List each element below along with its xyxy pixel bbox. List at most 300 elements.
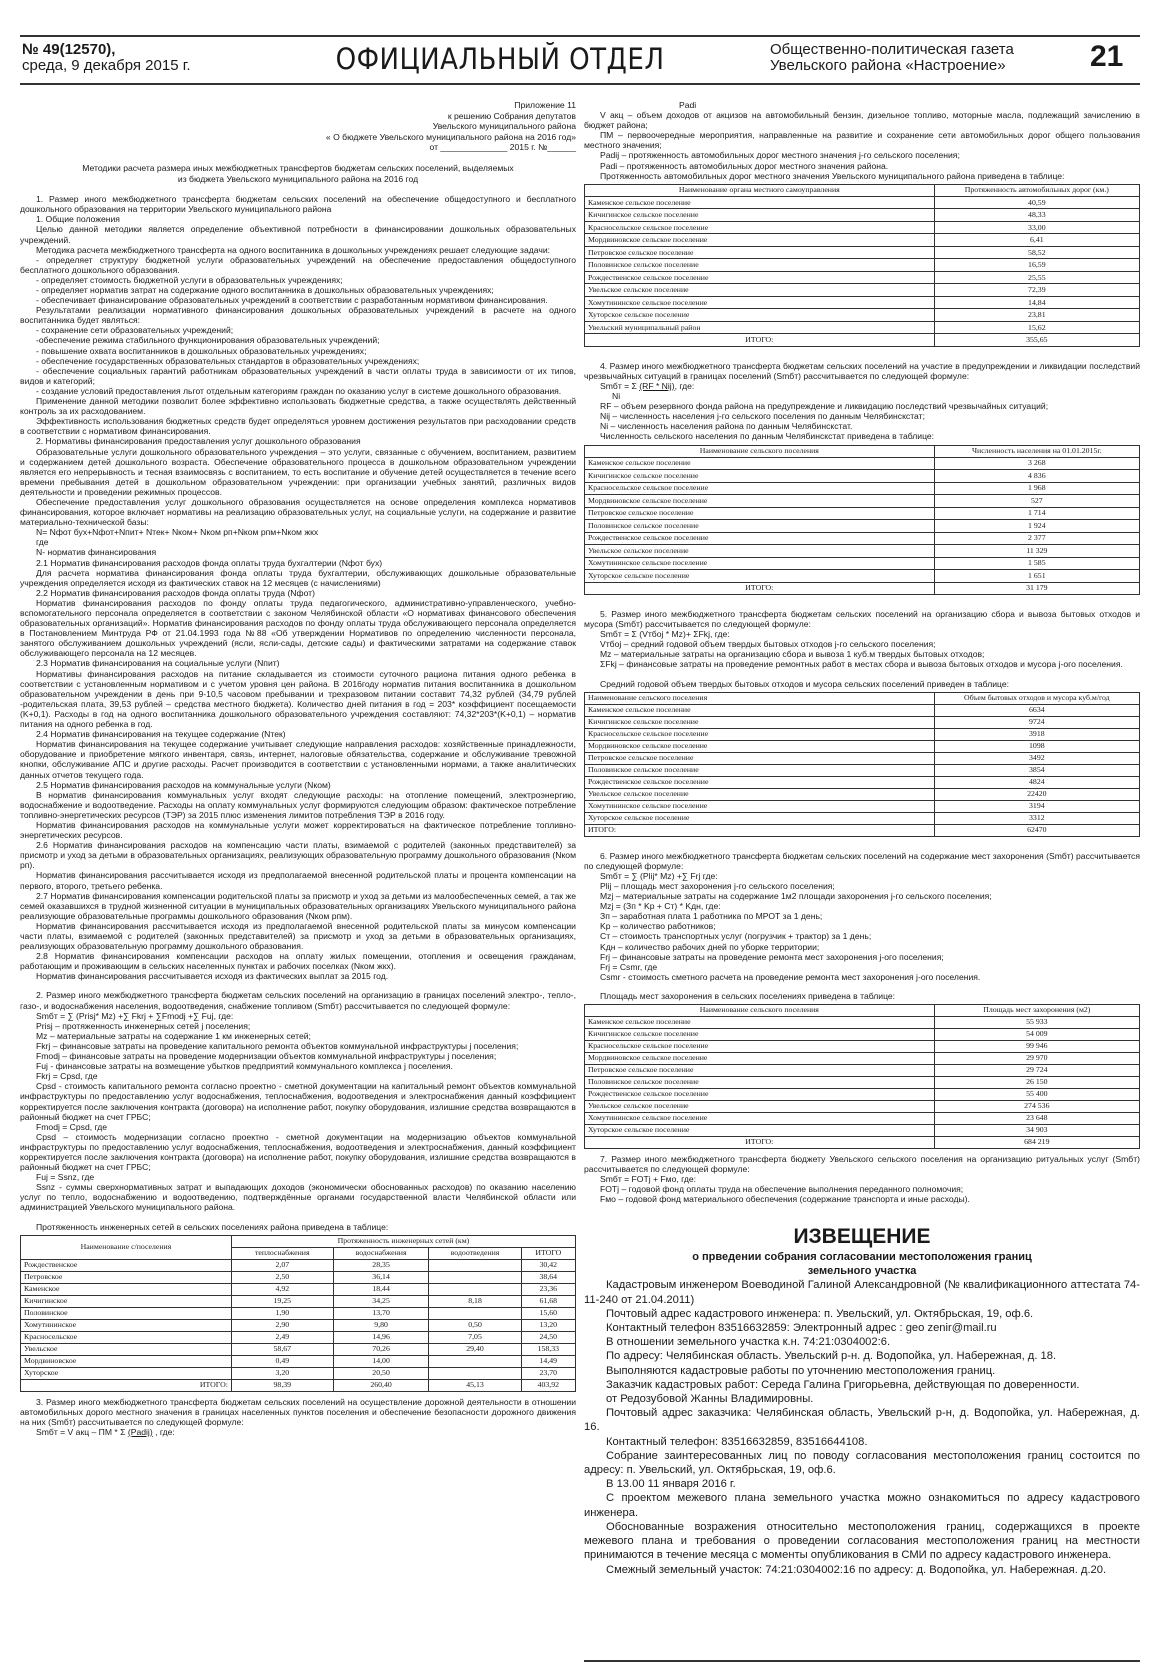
total-value: 45,13 [429, 1379, 521, 1391]
table-cell-name: Красносельское сельское поселение [585, 221, 935, 234]
table-cell-value: 26 150 [934, 1076, 1139, 1088]
total-value: 684 219 [934, 1136, 1139, 1148]
paragraph: Применение данной методики позволит более эффективно использовать бюджетные средства, а также осуществлять действенный контроль за их расходованием. [20, 396, 576, 417]
table-header-row [585, 184, 1140, 196]
table-cell-value [429, 1367, 521, 1379]
table-cell-value: 72,39 [934, 284, 1139, 297]
table-header-row [585, 692, 1140, 704]
column-header: Наименование сельского поселения [585, 692, 935, 704]
table-cell-value: 13,70 [333, 1307, 429, 1319]
table-cell-value: 22420 [934, 788, 1139, 800]
table-cell-name: Половинское сельское поселение [585, 259, 935, 272]
table-row [585, 532, 1140, 545]
paragraph: Mzj = (Зп * Kp + Cт) * Kдн, где: [600, 901, 721, 912]
table-cell-value: 3194 [934, 800, 1139, 812]
table-cell-name: Красносельское сельское поселение [585, 482, 935, 495]
table-cell-value: 2 377 [934, 532, 1139, 545]
total-label: ИТОГО: [585, 1136, 935, 1148]
section-7 [584, 1154, 1140, 1204]
table-row [585, 457, 1140, 470]
formula-part: , где: [674, 380, 695, 391]
formula-denominator-padi: Padi [679, 100, 697, 110]
table-cell-value: 4824 [934, 776, 1139, 788]
table-cell-value: 3854 [934, 764, 1139, 776]
paragraph: « О бюджете Увельского муниципального района на 2016 год» [325, 131, 576, 142]
table-cell-name: Кичигинское сельское поселение [585, 1028, 935, 1040]
newspaper-name-line1: Общественно-политическая газета [770, 41, 1014, 58]
paragraph: - создание условий предоставления льгот отдельным категориям граждан по оказанию услуг в системе дошкольного образования. [36, 385, 562, 396]
table-cell-value: 1,90 [231, 1307, 333, 1319]
table-cell-name: Рождественское сельское поселение [585, 776, 935, 788]
paragraph: - сохранение сети образовательных учреждений; [36, 325, 234, 336]
paragraph: 2.4 Норматив финансирования на текущее содержание (Nтек) [36, 729, 286, 740]
table-cell-name: Мордвиновское сельское поселение [585, 495, 935, 508]
table-cell-name: Мордвиновское сельское поселение [585, 234, 935, 247]
paragraph: Протяженность автомобильных дорог местного значения Увельского муниципального района приведена в таблице: [600, 170, 1065, 181]
table-row [585, 259, 1140, 272]
networks-name-header: Наименование с/поселения [21, 1235, 232, 1259]
column-header: Площадь мест захоронения (м2) [934, 1004, 1139, 1016]
table-cell-name: Хомутининское сельское поселение [585, 800, 935, 812]
table-cell-value: 48,33 [934, 209, 1139, 222]
table-cell-name: Каменское сельское поселение [585, 196, 935, 209]
table-cell-value: 3,20 [231, 1367, 333, 1379]
table-row [21, 1271, 576, 1283]
population-table [584, 445, 1140, 596]
table-row [585, 752, 1140, 764]
table-cell-value: 34,25 [333, 1295, 429, 1307]
table-cell-name: Половинское сельское поселение [585, 1076, 935, 1088]
paragraph: Собрание заинтересованных лиц по поводу согласования местоположения границ состоится по адресу: п. Увельский, ул. Октябрьская, 19, оф.6. [584, 1449, 1140, 1477]
formula-part: Smбт = V акц – ПМ * Σ [36, 1426, 128, 1437]
section-6 [584, 851, 1140, 982]
table-row [585, 495, 1140, 508]
paragraph: Padij – протяженность автомобильных дорог местного значения j-го сельского поселения; [600, 150, 960, 161]
table-row [585, 271, 1140, 284]
table-row [585, 1076, 1140, 1088]
table-cell-value: 3 268 [934, 457, 1139, 470]
table-row [585, 1064, 1140, 1076]
table-cell-value: 28,35 [333, 1259, 429, 1271]
paragraph: 6. Размер иного межбюджетного трансферта бюджетам сельских поселений на содержание мест захоронения (Smбт) рассчитывается по следующей формуле: [584, 850, 1140, 871]
section-5 [584, 609, 1140, 670]
total-label: ИТОГО: [585, 582, 935, 595]
table-row [585, 788, 1140, 800]
table-cell-value: 4 836 [934, 470, 1139, 483]
paragraph: Prisj – протяженность инженерных сетей j поселения; [36, 1020, 251, 1031]
table-cell-value: 40,59 [934, 196, 1139, 209]
table-row [585, 209, 1140, 222]
paragraph: Csmr - стоимость сметного расчета на проведение ремонта мест захоронения j-ого поселения. [600, 971, 981, 982]
table-cell-name: Хуторское сельское поселение [585, 570, 935, 583]
table-cell-name: Каменское сельское поселение [585, 704, 935, 716]
table-row [585, 284, 1140, 297]
table-cell-name: Увельский муниципальный район [585, 321, 935, 334]
table-cell-name: Рождественское сельское поселение [585, 1088, 935, 1100]
paragraph: Контактный телефон: 83516632859, 83516644108. [606, 1435, 868, 1448]
table-row [21, 1331, 576, 1343]
table-cell-value: 16,59 [934, 259, 1139, 272]
table-cell-value: 274 536 [934, 1100, 1139, 1112]
table-cell-name: Кичигинское [21, 1295, 232, 1307]
table-total-row [21, 1379, 576, 1391]
paragraph: - определяет норматив затрат на содержание одного воспитанника в дошкольных образовательных учреждениях; [36, 285, 494, 295]
column-header: Объем бытовых отходов и мусора куб.м/год [934, 692, 1139, 704]
header-bottom-rule [20, 83, 1140, 85]
section-2 [20, 990, 576, 1212]
table-cell-value: 9,80 [333, 1319, 429, 1331]
table-cell-value [429, 1259, 521, 1271]
table-cell-value: 15,60 [521, 1307, 575, 1319]
table-cell-value: 1098 [934, 740, 1139, 752]
paragraph: Mz – материальные затраты на организацию сбора и вывоза 1 куб.м твердых бытовых отходов; [600, 649, 985, 660]
table-cell-value: 20,50 [333, 1367, 429, 1379]
paragraph: - обеспечение социальных гарантий работникам образовательных учреждений в части оплаты труда в зависимости от их типов, видов и категорий; [20, 365, 576, 386]
table-cell-value: 158,33 [521, 1343, 575, 1355]
table-cell-name: Увельское сельское поселение [585, 788, 935, 800]
table-cell-value: 14,96 [333, 1331, 429, 1343]
section-4 [584, 361, 1140, 381]
table-cell-value: 24,50 [521, 1331, 575, 1343]
table-cell-value: 1 714 [934, 507, 1139, 520]
column-header: ИТОГО [521, 1247, 575, 1259]
table-row [21, 1283, 576, 1295]
total-label: ИТОГО: [21, 1379, 232, 1391]
paragraph: 2.7 Норматив финансирования компенсации родительской платы за присмотр и уход за детьми из малообеспеченных семей, а так же семей оказавшихся в трудной жизненной ситуации в муниципальных образовательных организациях Увельского муниципального района реализующие образовательные программы дошкольного образования (Nком рпм). [20, 890, 576, 921]
waste-table-caption: Средний годовой объем твердых бытовых отходов и мусора сельских поселений приведен в таблице: [600, 678, 1010, 689]
table-cell-value: 99 946 [934, 1040, 1139, 1052]
table-cell-value: 6634 [934, 704, 1139, 716]
table-cell-value: 2,07 [231, 1259, 333, 1271]
table-cell-value: 23,36 [521, 1283, 575, 1295]
table-header-row [585, 445, 1140, 457]
table-cell-value: 29 724 [934, 1064, 1139, 1076]
table-row [585, 776, 1140, 788]
paragraph: По адресу: Челябинская область. Увельский р-н. д. Водопойка, ул. Набережная, д. 18. [606, 1350, 1057, 1363]
table-cell-value: 14,49 [521, 1355, 575, 1367]
paragraph: Заказчик кадастровых работ: Середа Галина Григорьевна, действующая по доверенности. [606, 1378, 1080, 1391]
paragraph: - обеспечивает финансирование образовательных учреждений в соответствии с разработанным нормативом финансирования. [36, 295, 548, 306]
table-cell-name: Рождественское сельское поселение [585, 532, 935, 545]
paragraph: Mzj – материальные затраты на содержание 1м2 площади захоронения j-го сельского поселения; [600, 891, 992, 902]
paragraph: Норматив финансирования расходов по фонду оплаты труда педагогического, административно-управленческого, учебно-вспомогательного персонала определяется в соответствии с законом Челябинской области «О нормативах финансового обеспечения образовательных организаций». Норматив финансирования расходов по фонду оплаты труда обслуживающего персонала определяется в Постановлением Минтруда РФ от 21.04.1993 года №88 «Об утверждении Нормативов по определению численности персонала, занятого обслуживанием дошкольных учреждений (ясли, ясли-сады, детские сады) и фактическими затратами на содержание ставок обслуживающего персонала на 12 месяцев. [20, 597, 576, 659]
table-row [585, 1088, 1140, 1100]
paragraph: 2.8 Норматив финансирования компенсации расходов на оплату жилых помещении, отопления и освещения гражданам, работающим и проживающим в сельских населенных пунктах и рабочих поселках (Nком жкх). [20, 951, 576, 972]
paragraph: Frj = Csmr, где [600, 961, 658, 972]
paragraph: 4. Размер иного межбюджетного трансферта бюджетам сельских поселений на участие в предупреждении и ликвидации последствий чрезвычайных ситуаций в границах поселений (Smбт) рассчитывается по следующей формуле: [584, 360, 1140, 381]
table-cell-name: Увельское сельское поселение [585, 545, 935, 558]
section-3-formula [20, 1427, 576, 1437]
table-cell-value: 33,00 [934, 221, 1139, 234]
table-cell-value: 61,68 [521, 1295, 575, 1307]
paragraph: Методика расчета межбюджетного трансферта на одного воспитанника в дошкольных учреждениях решает следующие задачи: [36, 244, 551, 255]
paragraph: от ______________ 2015 г. №______ [429, 142, 576, 153]
paragraph: Cpsd – стоимость модернизации согласно проектно - сметной документации на модернизацию объектов коммунальной инфраструктуры по предоставлению услуг водоснабжения, теплоснабжения, водоотведения и электроснабжения, данный коэффициент корректируется после заключения контракта (договора) на исполнение работ, покупку оборудования, излишние средства возвращаются в районный бюджет на счет ГРБС; [20, 1131, 576, 1173]
table-row [585, 764, 1140, 776]
newspaper-name [770, 42, 1014, 74]
paragraph: от Редозубовой Жанны Владимировны. [606, 1393, 814, 1406]
paragraph: Эффективность использования бюджетных средств будет определяться уровнем достижения результатов при расходовании средств в соответствии с нормативом финансирования. [20, 416, 576, 437]
table-cell-value: 7,05 [429, 1331, 521, 1343]
table-cell-value: 4,92 [231, 1283, 333, 1295]
table-cell-name: Хуторское сельское поселение [585, 309, 935, 322]
paragraph: В 13.00 11 января 2016 г. [606, 1478, 736, 1491]
paragraph: N- норматив финансирования [36, 547, 157, 558]
table-row [585, 704, 1140, 716]
total-value: 403,92 [521, 1379, 575, 1391]
table-cell-value: 2,50 [231, 1271, 333, 1283]
table-total-row [585, 334, 1140, 347]
right-column [584, 100, 1140, 1577]
table-row [585, 570, 1140, 583]
issue-date: среда, 9 декабря 2015 г. [22, 57, 191, 74]
section-title: ОФИЦИАЛЬНЫЙ ОТДЕЛ [335, 42, 665, 76]
table-cell-value: 1 924 [934, 520, 1139, 533]
table-row [585, 812, 1140, 824]
formula-numerator: (Padij) [127, 1426, 153, 1437]
paragraph: -обеспечение режима стабильного функционирования образовательных учреждений; [36, 335, 380, 346]
table-cell-name: Увельское [21, 1343, 232, 1355]
paragraph: RF – объем резервного фонда района на предупреждение и ликвидацию последствий чрезвычайных ситуаций; [600, 401, 1049, 412]
paragraph: 1. Размер иного межбюджетного трансферта бюджетам сельских поселений на обеспечение общедоступного и бесплатного дошкольного образования на территории Увельского муниципального района [20, 194, 576, 215]
table-cell-name: Красносельское сельское поселение [585, 728, 935, 740]
table-cell-name: Рождественское сельское поселение [585, 271, 935, 284]
table-row [585, 545, 1140, 558]
paragraph: 5. Размер иного межбюджетного трансферта бюджетам сельских поселений на организацию сбора и вывоза бытовых отходов и мусора (Smбт) рассчитывается по следующей формуле: [584, 609, 1140, 630]
paragraph: Fuj - финансовые затраты на возмещение убытков предприятий коммунального комплекса j поселения. [36, 1061, 453, 1072]
networks-group-header: Протяженность инженерных сетей (км) [231, 1235, 575, 1247]
table-row [585, 246, 1140, 259]
table-cell-name: Кичигинское сельское поселение [585, 716, 935, 728]
table-cell-name: Увельское сельское поселение [585, 1100, 935, 1112]
table-row [585, 296, 1140, 309]
table-cell-value [429, 1283, 521, 1295]
total-label: ИТОГО: [585, 824, 935, 836]
paragraph: Plij – площадь мест захоронения j-го сельского поселения; [600, 880, 835, 891]
section-1 [20, 194, 576, 981]
table-cell-value: 23 648 [934, 1112, 1139, 1124]
networks-table-caption: Протяженность инженерных сетей в сельских поселениях района приведена в таблице: [36, 1221, 389, 1232]
paragraph: 2.1 Норматив финансирования расходов фонда оплаты труда бухгалтерии (Nфот бух) [36, 557, 383, 568]
paragraph: к решению Собрания депутатов [447, 110, 576, 121]
paragraph: ΣFkj – финансовые затраты на проведение ремонтных работ в местах сбора и вывоза бытовых отходов и мусора j-ого поселения. [600, 659, 1123, 670]
table-row [585, 482, 1140, 495]
table-row [585, 470, 1140, 483]
section-3-continued [584, 110, 1140, 181]
paragraph: 2.6 Норматив финансирования расходов на компенсацию части платы, взимаемой с родителей (законных представителей) за присмотр и уход за детьми в образовательных организациях, реализующих образовательную программу дошкольного образования (Nком рп). [20, 840, 576, 871]
newspaper-name-line2: Увельского района «Настроение» [770, 57, 1006, 74]
paragraph: - определяет структуру бюджетной услуги образовательных учреждений на обеспечение предоставления общедоступного бесплатного дошкольного образования. [20, 254, 576, 275]
section-4-formula [584, 381, 1140, 391]
table-row [21, 1343, 576, 1355]
table-row [585, 1028, 1140, 1040]
table-row [21, 1355, 576, 1367]
column-header: Численность населения на 01.01.2015г. [934, 445, 1139, 457]
table-cell-value: 29,40 [429, 1343, 521, 1355]
paragraph: Fuj = Ssnz, где [36, 1172, 95, 1183]
column-header: Наименование органа местного самоуправления [585, 184, 935, 196]
paragraph: Kp – количество работников; [600, 921, 716, 932]
formula-part: , где: [152, 1426, 175, 1437]
table-row [585, 716, 1140, 728]
table-row [585, 800, 1140, 812]
paragraph: V акц – объем доходов от акцизов на автомобильный бензин, дизельное топливо, моторные масла, подлежащий зачислению в бюджет района; [584, 110, 1140, 131]
table-cell-name: Кичигинское сельское поселение [585, 209, 935, 222]
table-cell-name: Хомутининское сельское поселение [585, 296, 935, 309]
paragraph: Численность сельского населения по данным Челябинскстат приведена в таблице: [600, 431, 935, 442]
formula-denominator-ni: Ni [612, 391, 621, 402]
formula-numerator: (RF * Nij) [639, 380, 675, 391]
table-cell-value: 30,42 [521, 1259, 575, 1271]
waste-table [584, 692, 1140, 837]
table-cell-value: 15,62 [934, 321, 1139, 334]
paragraph: Smбт = FOTj + Fмо, где: [600, 1174, 697, 1185]
issue-info [22, 42, 191, 74]
table-cell-value: 34 903 [934, 1124, 1139, 1136]
table-cell-value: 29 970 [934, 1052, 1139, 1064]
notice-subtitle-line2: земельного участка [807, 1265, 917, 1278]
paragraph: Целью данной методики является определение объективной потребности в финансировании дошкольных образовательных учреждений. [20, 224, 576, 245]
paragraph: Smбт = ∑ (Plij* Mz) +∑ Frj где: [600, 870, 718, 881]
table-cell-name: Петровское сельское поселение [585, 1064, 935, 1076]
paragraph: N= Nфот бух+Nфот+Nпит+ Nтек+ Nком+ Nком рп+Nком рпм+Nком жкх [36, 527, 319, 538]
table-header-row [585, 1004, 1140, 1016]
table-cell-value: 0,49 [231, 1355, 333, 1367]
table-cell-value: 1 968 [934, 482, 1139, 495]
table-row [585, 520, 1140, 533]
section-3-text: 3. Размер иного межбюджетного трансферта бюджетам сельских поселений на осуществление дорожной деятельности в отношении автомобильных дорого местного значения в границах населенных пунктов поселения и обеспечение безопасности дорожного движения на них (Smбт) рассчитывается по следующей формуле: [20, 1396, 576, 1427]
column-header: Наименование сельского поселения [585, 1004, 935, 1016]
table-cell-name: Мордвиновское сельское поселение [585, 1052, 935, 1064]
table-cell-value: 6,41 [934, 234, 1139, 247]
table-cell-name: Половинское [21, 1307, 232, 1319]
table-cell-name: Хуторское сельское поселение [585, 812, 935, 824]
table-cell-value: 54 009 [934, 1028, 1139, 1040]
table-row [585, 1052, 1140, 1064]
table-cell-value: 2,90 [231, 1319, 333, 1331]
table-cell-value: 527 [934, 495, 1139, 508]
roads-table [584, 184, 1140, 347]
table-cell-value: 14,84 [934, 296, 1139, 309]
table-cell-name: Мордвиновское сельское поселение [585, 740, 935, 752]
table-row [585, 321, 1140, 334]
total-label: ИТОГО: [585, 334, 935, 347]
column-header: водоснабжения [333, 1247, 429, 1259]
total-value: 31 179 [934, 582, 1139, 595]
section-4-definitions [584, 401, 1140, 441]
paragraph: В норматив финансирования коммунальных услуг входят следующие расходы: на отопление помещений, электроэнергию, водоснабжение и водоотведение. Расходы на оплату коммунальных услуг формируются следующим образом: фактическое потребление топливно-энергетических ресурсов (ТЭР) за 2015 плюс изменения лимитов потребления ТЭР в 2016 году. [20, 789, 576, 820]
table-cell-value: 70,26 [333, 1343, 429, 1355]
table-cell-value: 36,14 [333, 1271, 429, 1283]
paragraph: Образовательные услуги дошкольного образовательного учреждения – это услуги, связанные с обучением, воспитанием, развитием и содержанием детей дошкольного возраста. Обеспечение образовательного процесса в дошкольном образовательном учреждении является его непрерывность и тесная взаимосвязь с воспитанием, то есть воспитание и обучение детей осуществляется в течение всего времени пребывания детей в дошкольном образовательном учреждении: при организации учебных занятий, различных видов деятельности и проведении режимных процессов. [20, 446, 576, 497]
table-cell-value: 55 400 [934, 1088, 1139, 1100]
paragraph: - обеспечение государственных образовательных стандартов в образовательных учреждениях; [36, 355, 420, 366]
table-cell-value: 13,20 [521, 1319, 575, 1331]
paragraph: Fkrj = Cpsd, где [36, 1071, 98, 1082]
paragraph: Почтовый адрес заказчика: Челябинская область, Увельский р-н, д. Водопойка, ул. Набережная, д. 16. [584, 1407, 1140, 1434]
paragraph: Padi – протяженность автомобильных дорог местного значения района. [600, 160, 889, 171]
paragraph: В отношении земельного участка к.н. 74:21:0304002:6. [606, 1336, 891, 1349]
paragraph: Fmodj – финансовые затраты на проведение модернизации объектов коммунальной инфраструктуры j поселения; [36, 1051, 497, 1062]
table-cell-value: 3492 [934, 752, 1139, 764]
table-cell-value: 3312 [934, 812, 1139, 824]
paragraph: Увельского муниципального района [432, 121, 576, 132]
paragraph: из бюджета Увельского муниципального района на 2016 год [177, 173, 419, 184]
methodology-title [20, 163, 576, 184]
paragraph: Fkrj – финансовые затраты на проведение капитального ремонта объектов коммунальной инфраструктуры j поселения; [36, 1040, 519, 1051]
table-row [585, 1100, 1140, 1112]
total-value: 260,40 [333, 1379, 429, 1391]
table-cell-name: Половинское сельское поселение [585, 764, 935, 776]
total-value: 98,39 [231, 1379, 333, 1391]
paragraph: 2. Размер иного межбюджетного трансферта бюджетам сельских поселений на организацию в границах поселений электро-, тепло-, газо-, и водоснабжения населения, водоотведения, снабжение топливом (Smбт) рассчитывается по следующей формуле: [20, 990, 576, 1011]
table-row [585, 309, 1140, 322]
table-cell-name: Рождественское [21, 1259, 232, 1271]
table-row [21, 1295, 576, 1307]
paragraph: - повышение охвата воспитанников в дошкольных образовательных учреждениях; [36, 345, 367, 356]
networks-table [20, 1235, 576, 1392]
paragraph: Nij – численность населения j-го сельского поселения по данным Челябинскстат; [600, 411, 925, 422]
table-row [585, 507, 1140, 520]
table-row [21, 1307, 576, 1319]
paragraph: Vтбоj – средний годовой объем твердых бытовых отходов j-го сельского поселения; [600, 639, 936, 650]
table-cell-value: 2,49 [231, 1331, 333, 1343]
table-cell-name: Петровское сельское поселение [585, 246, 935, 259]
column-header: Протяженность автомобильных дорог (км.) [934, 184, 1139, 196]
total-value: 62470 [934, 824, 1139, 836]
paragraph: Frj – финансовые затраты на проведение ремонта мест захоронения j-ого поселения; [600, 951, 944, 962]
table-row [21, 1367, 576, 1379]
paragraph: Обеспечение предоставления услуг дошкольного образования осуществляется на основе определения комплекса нормативов финансирования, которое включает нормативы на реализацию образовательных услуг, на социальные услуги, на содержание и развитие материально-технической базы: [20, 496, 576, 528]
paragraph: 2.2 Норматив финансирования расходов фонда оплаты труда (Nфот) [36, 587, 315, 598]
formula-part: Smбт = Σ [600, 380, 640, 391]
notice-body [584, 1278, 1140, 1576]
table-row [585, 196, 1140, 209]
column-header: Наименование сельского поселения [585, 445, 935, 457]
paragraph: Fmodj = Cpsd, где [36, 1121, 108, 1132]
paragraph: Smбт = Σ (Vтбоj * Mz)+ ΣFkj, где: [600, 629, 730, 640]
table-cell-value: 19,25 [231, 1295, 333, 1307]
table-total-row [585, 582, 1140, 595]
table-row [21, 1259, 576, 1271]
paragraph: Норматив финансирования на текущее содержание учитывает следующие направления расходов: хозяйственные принадлежности, оборудование и приобретение мягкого инвентаря, связь, интернет, налоговые обязательства, содержание и обслуживание тревожной кнопки, обслуживание АПС и другие расходы. Расчет производится в соответствии с установленными нормами, а также аналитических данных отчетов текущего года. [20, 739, 576, 780]
table-cell-value: 1 585 [934, 557, 1139, 570]
paragraph: Контактный телефон 83516632859: Электронный адрес : geo zenir@mail.ru [606, 1322, 997, 1335]
paragraph: Нормативы финансирования расходов на питание складывается из стоимости суточного рациона питания одного ребенка в соответствии с установленным нормативом и с учетом уровня цен района. В 2016году норматив питания воспитанника в дошкольном образовательном учреждении в день при 9-10,5 часовом пребывании и трехразовом питании составит 74,32 рублей (34,79 рублей -родительская плата, 39,53 рублей – средства местного бюджета). Количество дней питания в год = 203* коэффициент посещаемости (K+0,1). Расходы в год на одного воспитанника дошкольного образовательного учреждения составляют: 74,32*203*(K+0,1) – норматив питания на одного ребенка в год. [20, 668, 576, 730]
table-cell-name: Хуторское [21, 1367, 232, 1379]
table-cell-name: Каменское [21, 1283, 232, 1295]
table-row [585, 221, 1140, 234]
paragraph: Cpsd - стоимость капитального ремонта согласно проектно - сметной документации на капитальный ремонт объектов коммунальной инфраструктуры по предоставлению услуг водоснабжения, теплоснабжения, водоотведения и электроснабжения данный коэффициент корректируется после заключения контракта (договора) на исполнение работ, покупку оборудования, излишние средства возвращаются в районный бюджет на счет ГРБС; [20, 1081, 576, 1122]
table-cell-name: Хомутининское сельское поселение [585, 1112, 935, 1124]
table-row [585, 728, 1140, 740]
paragraph: Норматив финансирования рассчитывается исходя из предполагаемой внесенной родительской платы и процента компенсации на первого, второго, третьего ребенка. [20, 870, 576, 891]
table-cell-value: 23,81 [934, 309, 1139, 322]
paragraph: - определяет стоимость бюджетной услуги в образовательных учреждениях; [36, 274, 343, 285]
paragraph: Норматив финансирования расходов на коммунальные услуги может корректироваться на фактическое потребление топливно-энергетических ресурсов. [20, 819, 576, 841]
burial-table [584, 1004, 1140, 1149]
issue-number: № 49(12570), [22, 41, 116, 58]
table-row [585, 234, 1140, 247]
notice [584, 1226, 1140, 1576]
table-total-row [585, 1136, 1140, 1148]
table-cell-name: Красносельское сельское поселение [585, 1040, 935, 1052]
table-cell-name: Хомутининское [21, 1319, 232, 1331]
table-cell-name: Красносельское [21, 1331, 232, 1343]
table-cell-name: Половинское сельское поселение [585, 520, 935, 533]
table-cell-value: 58,67 [231, 1343, 333, 1355]
paragraph: Для расчета норматива финансирования фонда оплаты труда бухгалтерии, обслуживающих дошкольные образовательные учреждения определяется исходя из фактических ставок на 12 месяцев (с начислениями) [20, 567, 576, 588]
